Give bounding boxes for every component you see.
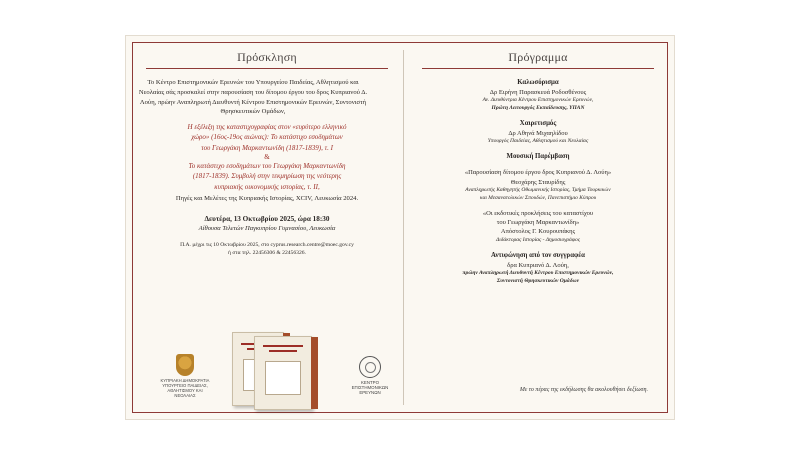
reply-role-2: Συντονιστή Θρησκευτικών Ομάδων [496,277,580,284]
book2-title-line3: κυπριακής οικονομικής ιστορίας, τ. ΙΙ, [214,182,320,191]
reply-speaker: δρα Κυπριανό Δ. Λούη, [507,261,569,269]
talk2-title-2: του Γεωργάκη Μαρκαντωνίδη» [496,219,580,227]
ampersand: & [264,153,270,162]
talk1-role-2: και Μεσανατολικών Σπουδών, Πανεπιστήμιο Κύπρου [479,194,597,201]
crest-icon [176,354,194,376]
greeting-speaker: Δρ Αθηνά Μιχαηλίδου [508,130,568,137]
cyprus-crest-logo: ΚΥΠΡΙΑΚΗ ΔΗΜΟΚΡΑΤΙΑ ΥΠΟΥΡΓΕΙΟ ΠΑΙΔΕΙΑΣ, ΑΘΛΗΤΙΣΜΟΥ ΚΑΙ ΝΕΟΛΑΙΑΣ [158,354,212,398]
talk1-title: «Παρουσίαση δίτομου έργου δρος Κυπριανού Δ. Λούη» [464,169,612,177]
talk1-speaker: Θεοχάρης Σταυρίδης [510,178,566,186]
event-venue: Αίθουσα Τελετών Παγκυπρίου Γυμνασίου, Λευκωσία [198,225,336,233]
column-divider [403,50,404,405]
invitation-intro: Το Κέντρο Επιστημονικών Ερευνών του Υπουργείου Παιδείας, Αθλητισμού και Νεολαίας σάς προσκαλεί στην παρουσίαση του δίτομου έργου του δρος Κυπριανού Δ. Λούη, πρώην Αναπληρωτή Διευθυντή Κέντρου Επιστημονικών Ερευνών, Συντονιστή Θρησκευτικών Ομάδων, [138,79,368,116]
greeting-heading: Χαιρετισμός [519,120,557,127]
welcome-role-2: Πρώτη Λειτουργός Εκπαίδευσης, ΥΠΑΝ [491,105,585,112]
rsvp-line2: ή στα τηλ. 22456306 & 22456326. [228,250,306,257]
book1-title-line2: χώρο» (16ος-19ος αιώνας): Το κατάστιχο εσοδημάτων [191,133,343,142]
reply-heading: Αντιφώνηση από τον συγγραφέα [491,251,585,259]
talk1-role-1: Αναπληρωτής Καθηγητής Οθωμανικής Ιστορίας, Τμήμα Τουρκικών [465,187,611,194]
event-date: Δευτέρα, 13 Οκτωβρίου 2025, ώρα 18:30 [204,214,330,223]
book1-title-line3: του Γεωργάκη Μαρκαντωνίδη (1817-1839), τ. Ι [201,143,333,152]
book1-title-line1: Η εξέλιξη της καταστιχογραφίας στον «ευρύτερο ελληνικό [187,123,347,132]
music-heading: Μουσική Παρέμβαση [506,153,570,161]
programme-column [410,46,666,286]
research-centre-seal: ΚΕΝΤΡΟ ΕΠΙΣΤΗΜΟΝΙΚΩΝ ΕΡΕΥΝΩΝ [348,356,392,396]
talk2-speaker: Απόστολος Γ. Κουρουπάκης [500,228,576,236]
talk2-title-1: «Οι εκδοτικές προκλήσεις του καταστίχου [482,209,594,217]
book2-title-line2: (1817-1839). Συμβολή στην τεκμηρίωση της νεότερης [192,172,342,181]
welcome-speaker: Δρ Ειρήνη Παρασκευά Ροδοσθένους [489,89,587,96]
invitation-card [125,35,675,420]
welcome-heading: Καλωσόρισμα [517,79,559,86]
invitation-heading: Πρόσκληση [237,50,297,64]
invitation-column [134,46,400,258]
greeting-role: Υπουργός Παιδείας, Αθλητισμού και Νεολαίας [487,138,589,145]
reception-note: Με το πέρας της εκδήλωσης θα ακολουθήσει δεξίωση. [519,387,648,393]
book2-title-line1: Το κατάστιχο εσοδημάτων του Γεωργάκη Μαρκαντωνίδη [188,162,346,171]
reply-role-1: πρώην Αναπληρωτή Διευθυντή Κέντρου Επιστημονικών Ερευνών, [462,270,614,277]
seal-icon [359,356,381,378]
rsvp-line1: Π.Α. μέχρι τις 10 Οκτωβρίου 2025, στο cyprus.research.centre@moec.gov.cy [180,242,354,249]
book-volume-2-image [254,336,312,410]
series-info: Πηγές και Μελέτες της Κυπριακής Ιστορίας, XCIV, Λευκωσία 2024. [175,194,359,202]
welcome-role-1: Αν. Διευθύντρια Κέντρου Επιστημονικών Ερευνών, [482,97,594,104]
heading-underline [146,68,388,69]
talk2-role: Διδάκτορας Ιστορίας - Δημοσιογράφος [496,236,580,243]
heading-underline [422,68,654,69]
programme-heading: Πρόγραμμα [508,50,568,64]
